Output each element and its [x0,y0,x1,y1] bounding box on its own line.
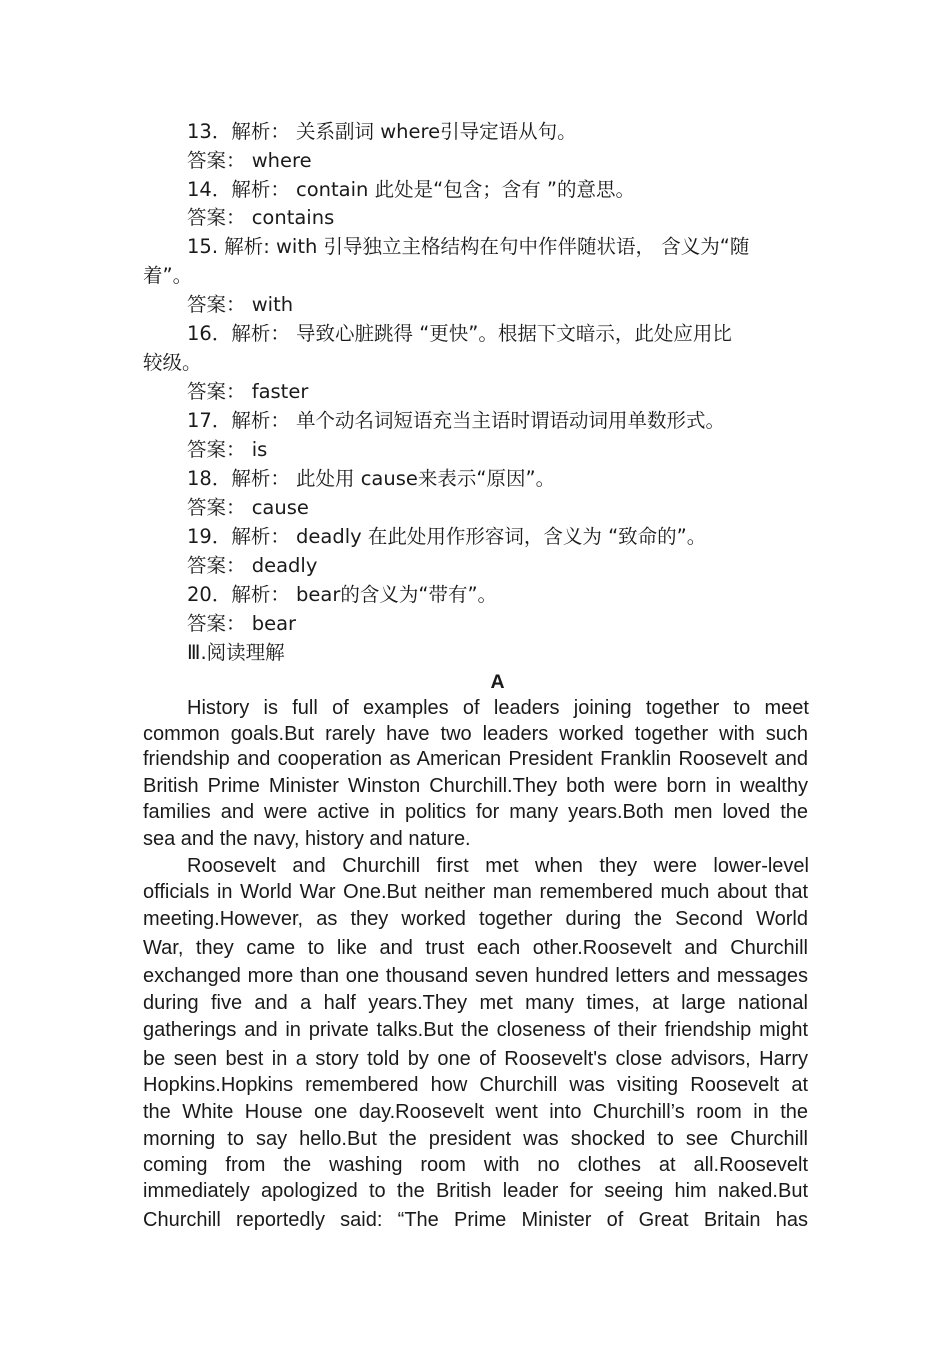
passage-line: Churchill reportedly said: “The Prime Minister of Great Britain has [143,1209,808,1231]
passage-line: Hopkins.Hopkins remembered how Churchill was visiting Roosevelt at [143,1074,808,1096]
passage-line: friendship and cooperation as American President Franklin Roosevelt and [143,748,808,770]
answer-16-explanation-cont: 较级。 [143,351,202,374]
passage-line: History is full of examples of leaders joining together to meet [187,697,809,719]
passage-line: officials in World War One.But neither man remembered much about that [143,881,808,903]
passage-line: coming from the washing room with no clothes at all.Roosevelt [143,1154,808,1176]
answer-15-explanation: 15. 解析: with 引导独立主格结构在句中作伴随状语， 含义为“随 [187,235,750,258]
answer-16-key: 答案： faster [187,380,309,403]
passage-line: immediately apologized to the British leader for seeing him naked.But [143,1180,808,1202]
passage-line: sea and the navy, history and nature. [143,828,471,850]
passage-line: Roosevelt and Churchill first met when they were lower-level [187,855,809,877]
answer-13-explanation: 13．解析： 关系副词 where引导定语从句。 [187,120,577,143]
answer-13-key: 答案： where [187,149,312,172]
passage-line: be seen best in a story told by one of Roosevelt's close advisors, Harry [143,1048,808,1070]
answer-14-key: 答案： contains [187,206,335,229]
answer-18-key: 答案： cause [187,496,309,519]
passage-line: gatherings and in private talks.But the closeness of their friendship might [143,1019,808,1041]
passage-line: exchanged more than one thousand seven hundred letters and messages [143,965,808,987]
answer-14-explanation: 14．解析： contain 此处是“包含；含有 ”的意思。 [187,178,635,201]
passage-line: during five and a half years.They met many times, at large national [143,992,808,1014]
answer-18-explanation: 18．解析： 此处用 cause来表示“原因”。 [187,467,556,490]
answer-19-key: 答案： deadly [187,554,318,577]
section-heading-reading: Ⅲ.阅读理解 [187,641,285,664]
answer-15-explanation-cont: 着”。 [143,264,193,287]
passage-line: families and were active in politics for many years.Both men loved the [143,801,808,823]
passage-line: the White House one day.Roosevelt went into Churchill’s room in the [143,1101,808,1123]
answer-15-key: 答案： with [187,293,294,316]
passage-line: British Prime Minister Winston Churchill.They both were born in wealthy [143,775,808,797]
passage-heading: A [490,671,505,693]
answer-20-explanation: 20．解析： bear的含义为“带有”。 [187,583,498,606]
answer-20-key: 答案： bear [187,612,297,635]
passage-line: common goals.But rarely have two leaders worked together with such [143,723,808,745]
passage-line: morning to say hello.But the president was shocked to see Churchill [143,1128,808,1150]
passage-line: War, they came to like and trust each other.Roosevelt and Churchill [143,937,808,959]
answer-17-key: 答案： is [187,438,268,461]
answer-17-explanation: 17．解析： 单个动名词短语充当主语时谓语动词用单数形式。 [187,409,726,432]
answer-19-explanation: 19．解析： deadly 在此处用作形容词，含义为 “致命的”。 [187,525,707,548]
passage-line: meeting.However, as they worked together during the Second World [143,908,808,930]
answer-16-explanation: 16．解析： 导致心脏跳得 “更快”。根据下文暗示，此处应用比 [187,322,732,345]
